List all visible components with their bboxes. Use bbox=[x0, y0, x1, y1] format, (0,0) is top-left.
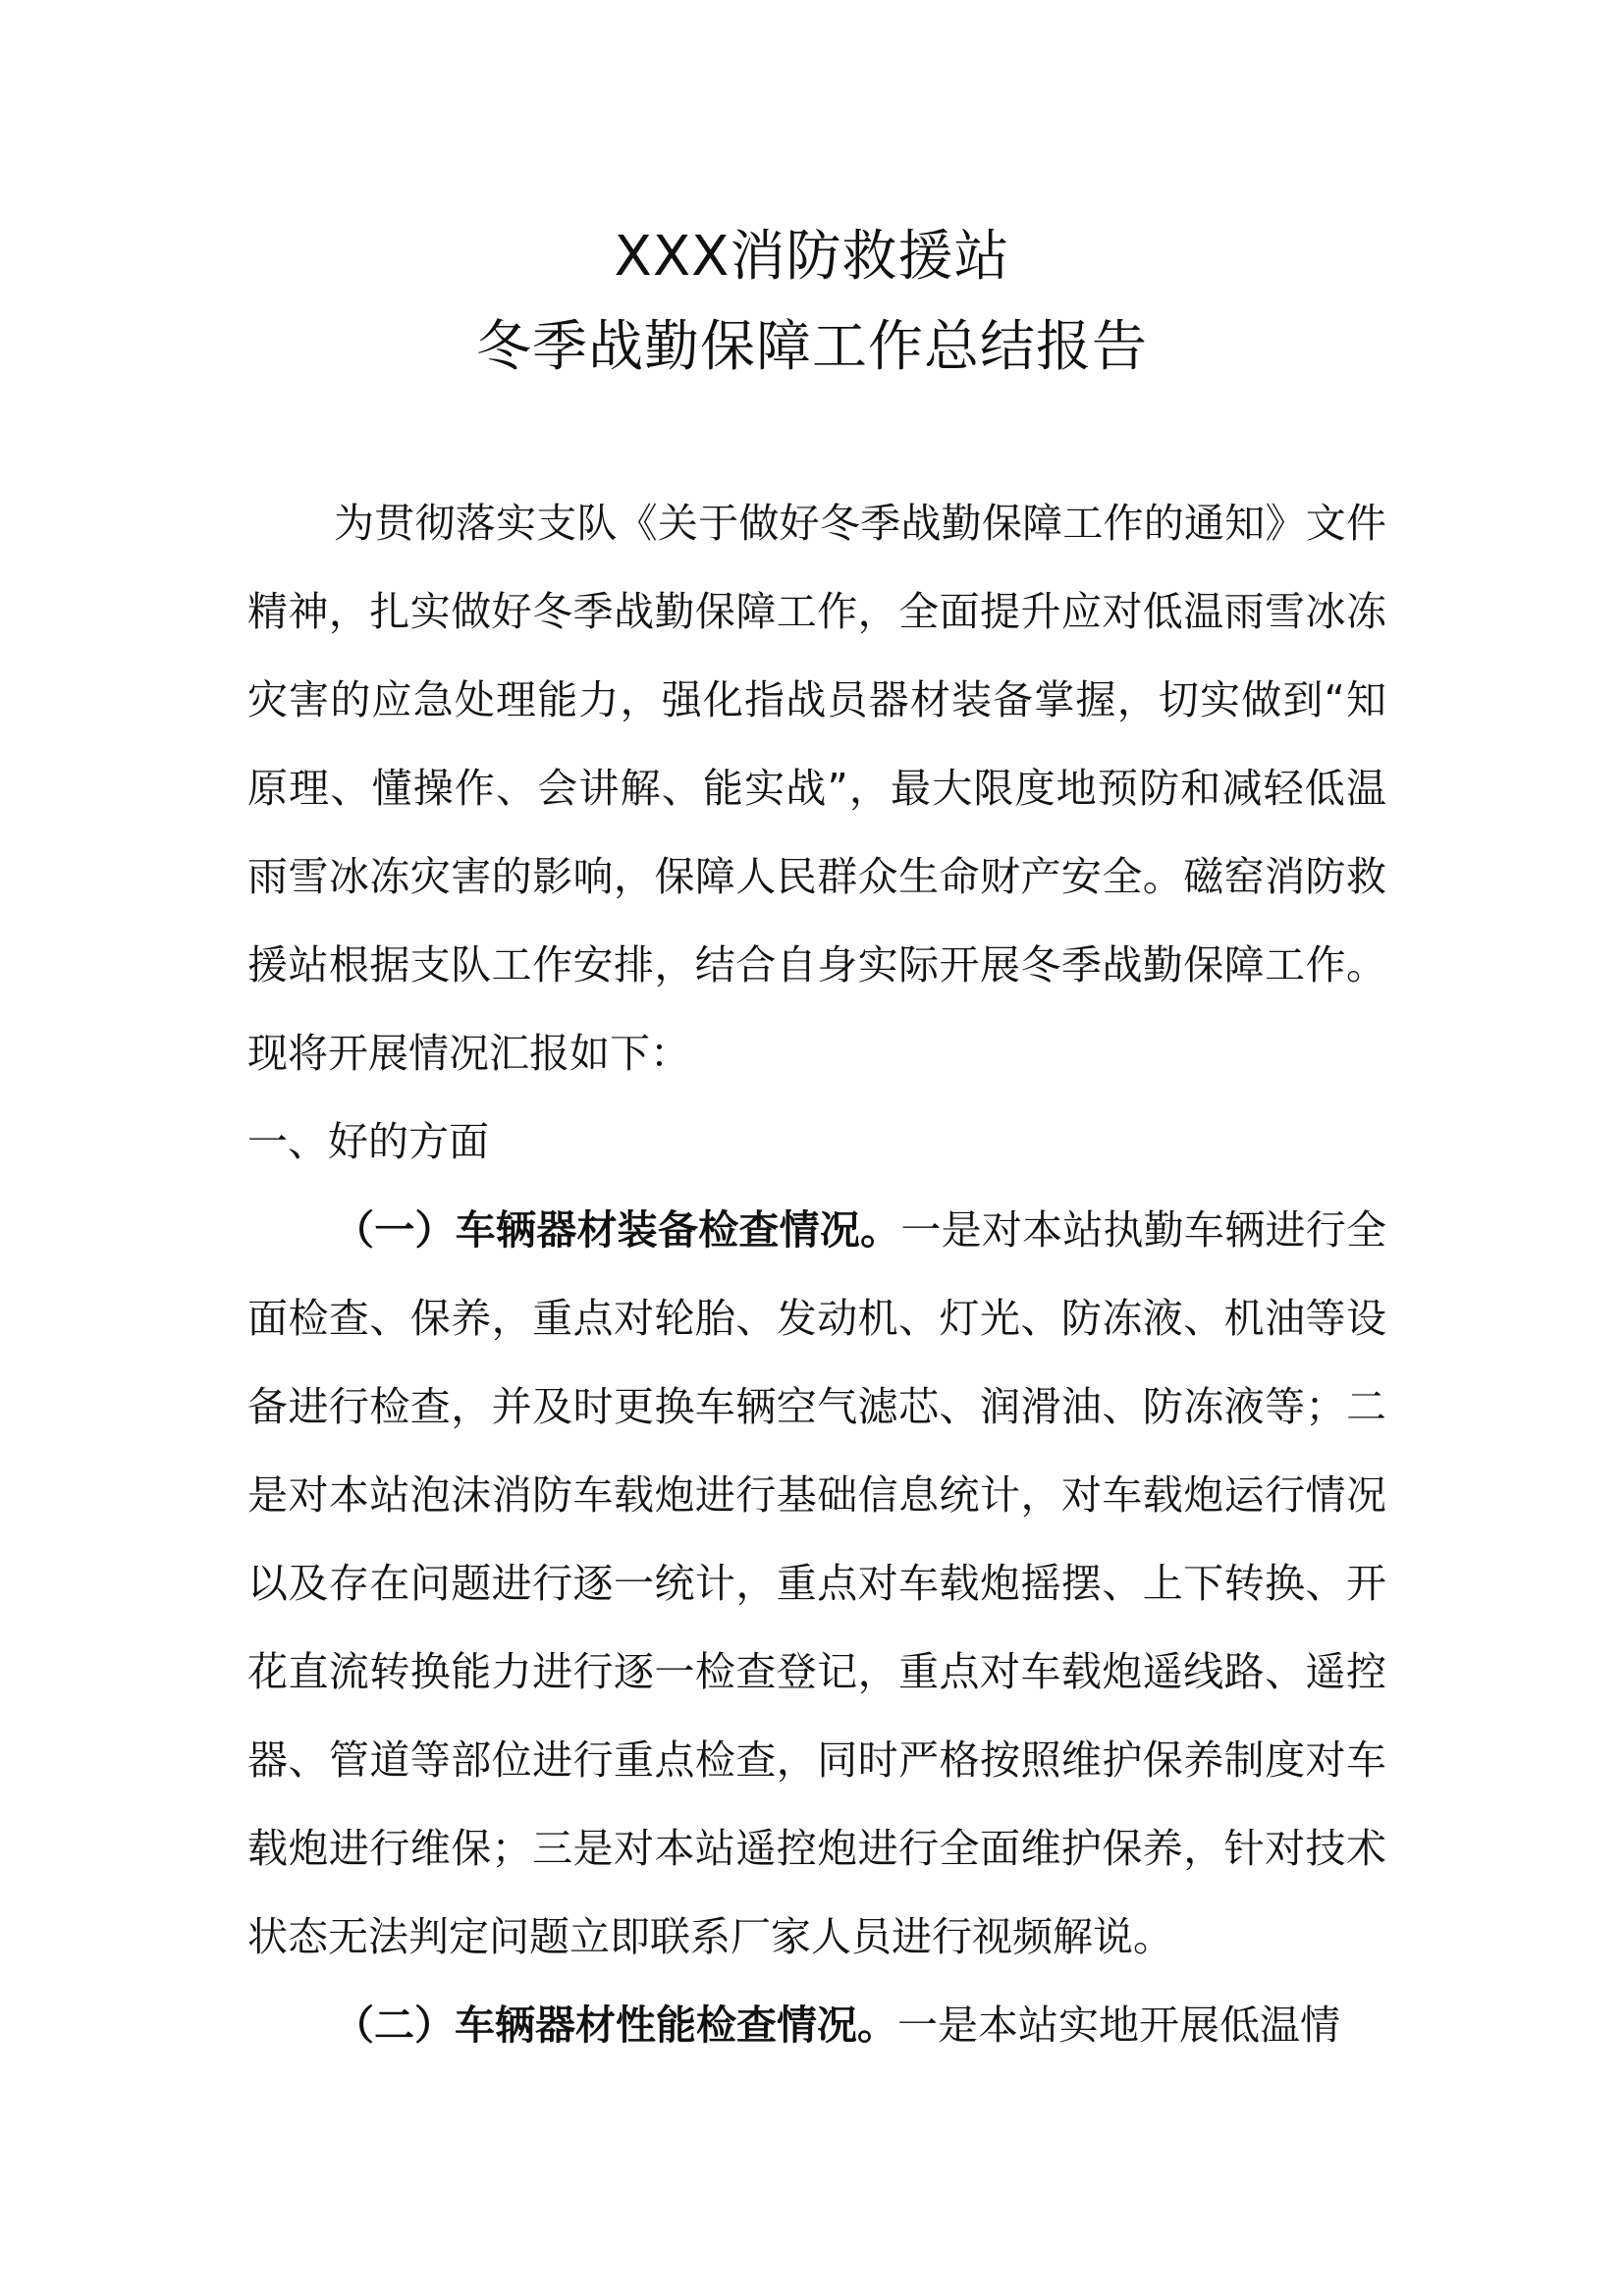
subsection-2-title: （二）车辆器材性能检查情况。 bbox=[334, 2002, 897, 2049]
intro-paragraph: 为贯彻落实支队《关于做好冬季战勤保障工作的通知》文件精神，扎实做好冬季战勤保障工作，全面提升应对低温雨雪冰冻灾害的应急处理能力，强化指战员器材装备掌握，切实做到“知原理、懂操作、会讲解、能实战”，最大限度地预防和减轻低温雨雪冰冻灾害的影响，保障人民群众生命财产安全。磁窑消防救援站根据支队工作安排，结合自身实际开展冬季战勤保障工作。现将开展情况汇报如下： bbox=[247, 500, 1386, 1077]
subsection-1-paragraph bbox=[247, 1186, 1386, 1981]
subsection-2-text: 一是本站实地开展低温情 bbox=[897, 2002, 1340, 2049]
subsection-1-text: 一是对本站执勤车辆进行全面检查、保养，重点对轮胎、发动机、灯光、防冻液、机油等设备进行检查，并及时更换车辆空气滤芯、润滑油、防冻液等；二是对本站泡沫消防车载炮进行基础信息统计，对车载炮运行情况以及存在问题进行逐一统计，重点对车载炮摇摆、上下转换、开花直流转换能力进行逐一检查登记，重点对车载炮遥线路、遥控器、管道等部位进行重点检查，同时严格按照维护保养制度对车载炮进行维保；三是对本站遥控炮进行全面维护保养，针对技术状态无法判定问题立即联系厂家人员进行视频解说。 bbox=[247, 1206, 1386, 1960]
document-title-line-2: 冬季战勤保障工作总结报告 bbox=[476, 315, 1148, 379]
document-body bbox=[247, 479, 1386, 2069]
subsection-1-title: （一）车辆器材装备检查情况。 bbox=[334, 1206, 901, 1254]
section-heading-good-aspects: 一、好的方面 bbox=[247, 1118, 489, 1165]
subsection-2-paragraph bbox=[247, 1981, 1386, 2069]
document-title-line-1: XXX消防救援站 bbox=[614, 225, 1010, 289]
